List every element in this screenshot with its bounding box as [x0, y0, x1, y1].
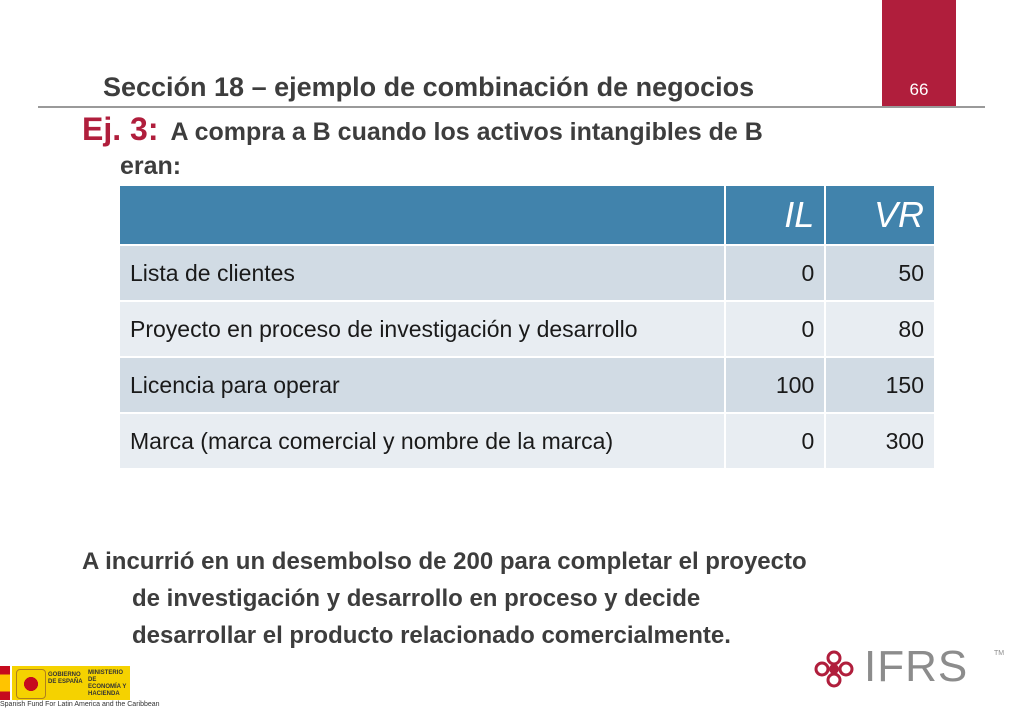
table-row	[119, 245, 935, 301]
row-il: 100	[725, 357, 826, 413]
ifrs-logo	[808, 642, 1005, 691]
gov-caption: Spanish Fund For Latin America and the Caribbean	[0, 701, 160, 708]
row-desc: Marca (marca comercial y nombre de la marca)	[119, 413, 725, 469]
example-line-2: eran:	[120, 152, 182, 180]
row-vr: 300	[825, 413, 935, 469]
note-paragraph	[82, 543, 972, 654]
row-vr: 50	[825, 245, 935, 301]
example-line-1: A compra a B cuando los activos intangibles de B	[170, 118, 763, 146]
coat-of-arms-icon	[16, 669, 46, 699]
header-vr: VR	[825, 185, 935, 245]
page-number: 66	[909, 80, 929, 99]
row-desc: Lista de clientes	[119, 245, 725, 301]
row-il: 0	[725, 245, 826, 301]
header-il: IL	[725, 185, 826, 245]
note-line-2: de investigación y desarrollo en proceso y decide	[132, 585, 701, 612]
ifrs-wordmark: IFRS	[864, 642, 969, 691]
row-desc: Licencia para operar	[119, 357, 725, 413]
header-desc	[119, 185, 725, 245]
table-row	[119, 357, 935, 413]
trademark-mark: TM	[994, 650, 1005, 657]
header-divider	[38, 106, 985, 108]
example-heading	[82, 112, 962, 183]
ifrs-flower-icon	[808, 648, 860, 690]
page-number-tab	[882, 0, 956, 106]
table-row	[119, 413, 935, 469]
spanish-government-logo	[0, 666, 160, 709]
row-vr: 150	[825, 357, 935, 413]
note-line-3: desarrollar el producto relacionado comercialmente.	[132, 622, 731, 649]
table-row	[119, 301, 935, 357]
flag-bar	[0, 666, 10, 700]
intangible-assets-table	[118, 184, 936, 470]
note-line-1: A incurrió en un desembolso de 200 para completar el proyecto	[82, 548, 807, 575]
row-il: 0	[725, 413, 826, 469]
example-label: Ej. 3:	[82, 111, 159, 147]
gov-text-2: MINISTERIO DE ECONOMÍA Y HACIENDA	[88, 670, 127, 697]
section-title: Sección 18 – ejemplo de combinación de negocios	[103, 72, 755, 102]
row-vr: 80	[825, 301, 935, 357]
row-il: 0	[725, 301, 826, 357]
gov-text-1: GOBIERNO DE ESPAÑA	[48, 672, 83, 685]
row-desc: Proyecto en proceso de investigación y desarrollo	[119, 301, 725, 357]
table-header-row	[119, 185, 935, 245]
